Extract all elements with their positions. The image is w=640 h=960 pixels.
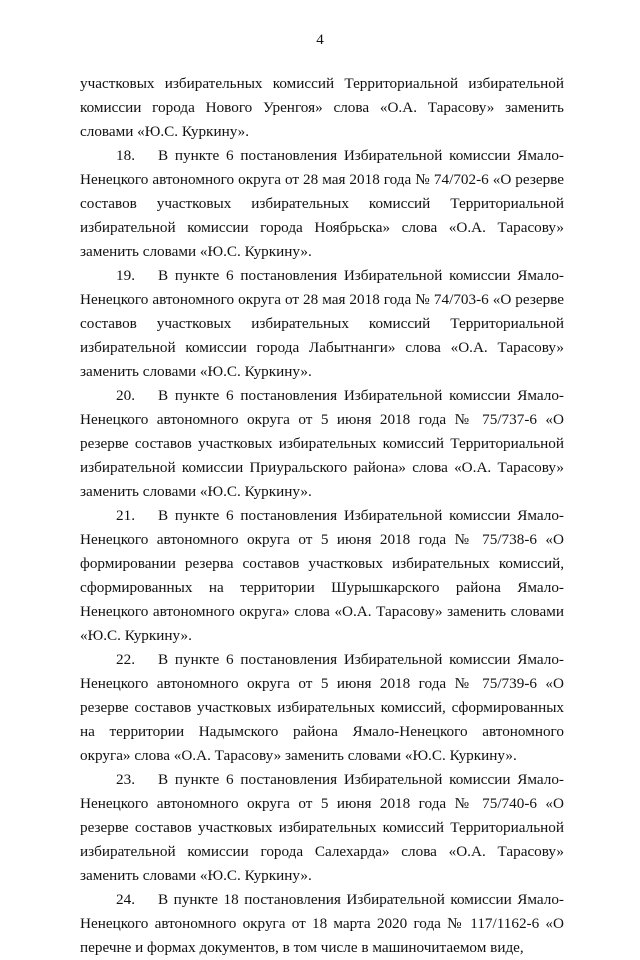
paragraph-item-24 — [80, 888, 564, 960]
item-number: 18. — [116, 147, 135, 164]
paragraph-text: В пункте 6 постановления Избирательной комиссии Ямало-Ненецкого автономного округа от 28 мая 2018 года № 74/703-6 «О резерве составов участковых избирательных комиссий Территориальной избирательной комиссии города Лабытнанги» слова «О.А. Тарасову» заменить словами «Ю.С. Куркину». — [80, 267, 564, 380]
paragraph-item-21 — [80, 504, 564, 648]
item-number: 19. — [116, 267, 135, 284]
paragraph-item-20 — [80, 384, 564, 504]
item-number: 24. — [116, 891, 135, 908]
paragraph-text: В пункте 18 постановления Избирательной комиссии Ямало-Ненецкого автономного округа от 18 марта 2020 года № 117/1162-6 «О перечне и формах документов, в том числе в машиночитаемом виде, — [80, 891, 564, 956]
document-body — [80, 72, 564, 960]
page-number: 4 — [316, 32, 324, 48]
item-number: 23. — [116, 771, 135, 788]
paragraph-text: В пункте 6 постановления Избирательной комиссии Ямало-Ненецкого автономного округа от 5 июня 2018 года № 75/737-6 «О резерве составов участковых избирательных комиссий Территориальной избирательной комиссии Приуральского района» слова «О.А. Тарасову» заменить словами «Ю.С. Куркину». — [80, 387, 564, 500]
paragraph-item-23 — [80, 768, 564, 888]
item-number: 22. — [116, 651, 135, 668]
paragraph-text: В пункте 6 постановления Избирательной комиссии Ямало-Ненецкого автономного округа от 5 июня 2018 года № 75/740-6 «О резерве составов участковых избирательных комиссий Территориальной избирательной комиссии города Салехарда» слова «О.А. Тарасову» заменить словами «Ю.С. Куркину». — [80, 771, 564, 884]
paragraph-continuation — [80, 72, 564, 144]
paragraph-text: В пункте 6 постановления Избирательной комиссии Ямало-Ненецкого автономного округа от 5 июня 2018 года № 75/739-6 «О резерве составов участковых избирательных комиссий, сформированных на территории Надымского района Ямало-Ненецкого автономного округа» слова «О.А. Тарасову» заменить словами «Ю.С. Куркину». — [80, 651, 564, 764]
paragraph-item-22 — [80, 648, 564, 768]
paragraph-text: участковых избирательных комиссий Территориальной избирательной комиссии города Нового Уренгоя» слова «О.А. Тарасову» заменить словами «Ю.С. Куркину». — [80, 75, 564, 140]
paragraph-item-19 — [80, 264, 564, 384]
item-number: 21. — [116, 507, 135, 524]
paragraph-text: В пункте 6 постановления Избирательной комиссии Ямало-Ненецкого автономного округа от 28 мая 2018 года № 74/702-6 «О резерве составов участковых избирательных комиссий Территориальной избирательной комиссии города Ноябрьска» слова «О.А. Тарасову» заменить словами «Ю.С. Куркину». — [80, 147, 564, 260]
item-number: 20. — [116, 387, 135, 404]
paragraph-item-18 — [80, 144, 564, 264]
paragraph-text: В пункте 6 постановления Избирательной комиссии Ямало-Ненецкого автономного округа от 5 июня 2018 года № 75/738-6 «О формировании резерва составов участковых избирательных комиссий, сформированных на территории Шурышкарского района Ямало-Ненецкого автономного округа» слова «О.А. Тарасову» заменить словами «Ю.С. Куркину». — [80, 507, 564, 644]
